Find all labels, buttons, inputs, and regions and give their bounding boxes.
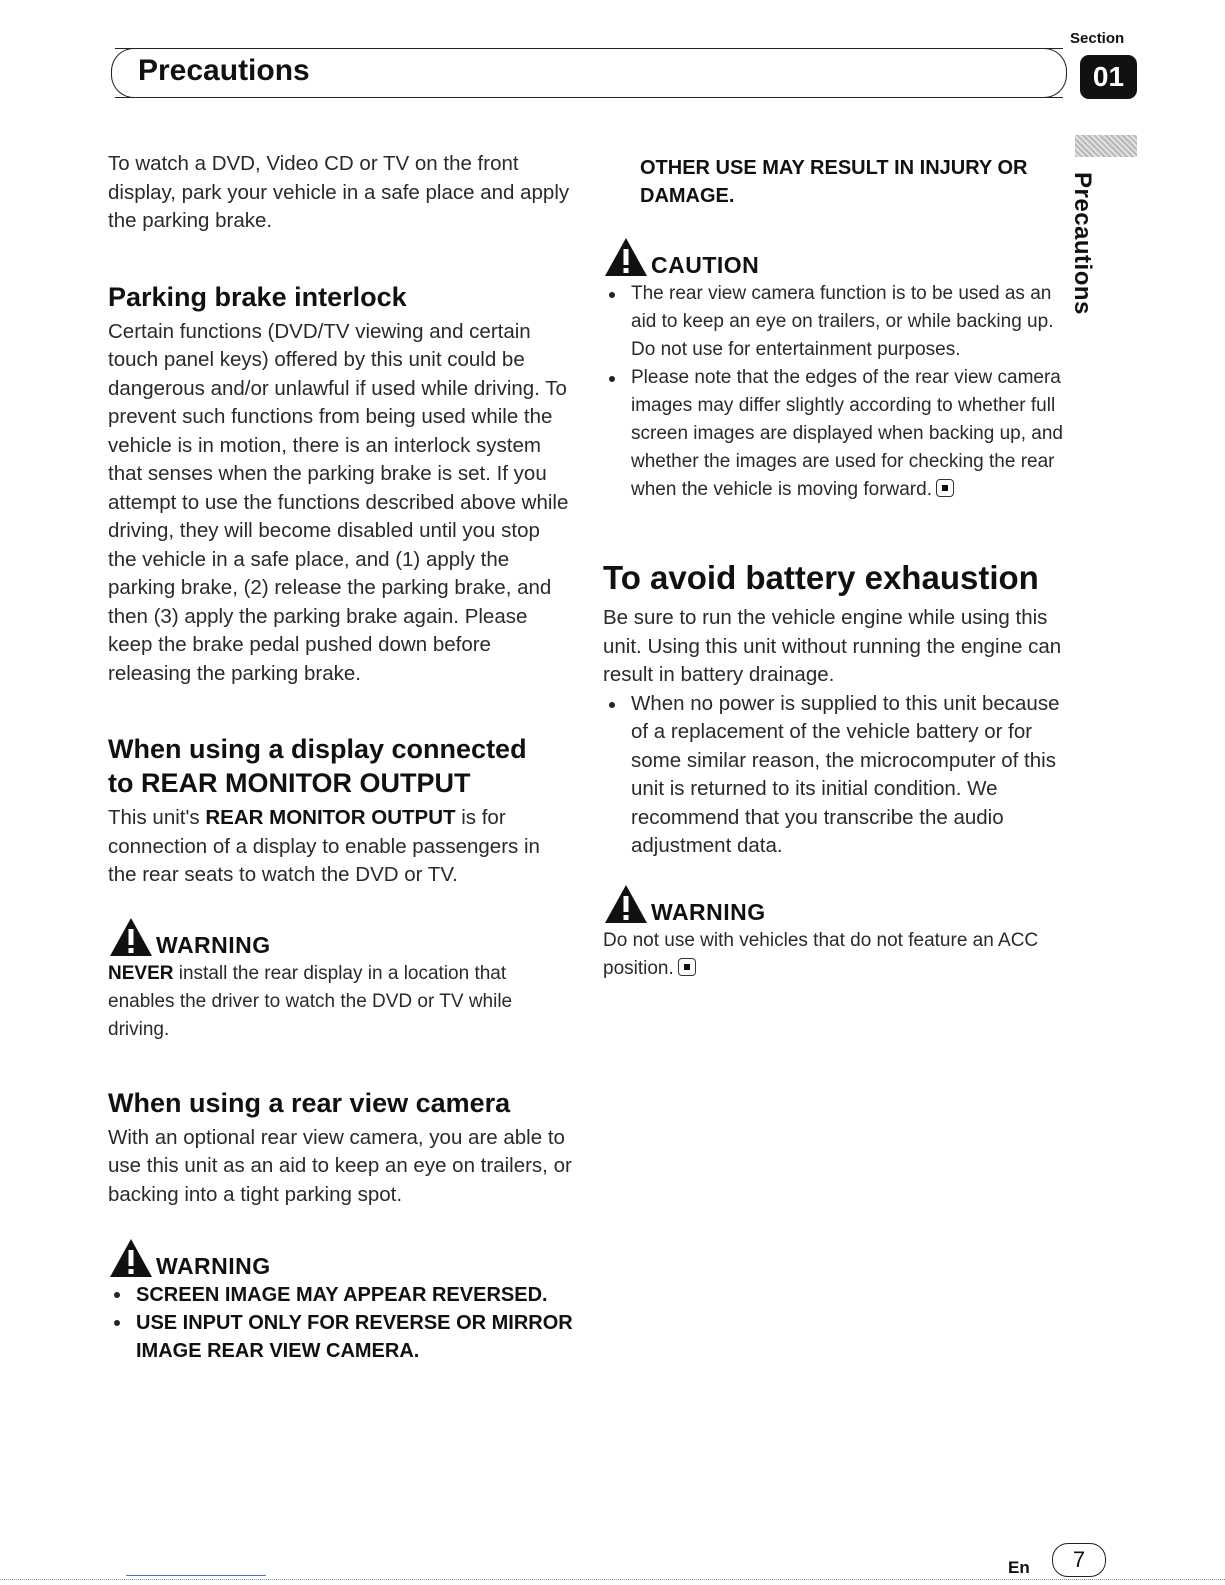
warning-icon [108, 916, 154, 958]
footer-rule [0, 1579, 1225, 1580]
list-item: USE INPUT ONLY FOR REVERSE OR MIRROR IMAGE REAR VIEW CAMERA. [108, 1309, 573, 1365]
never-bold: NEVER [108, 962, 174, 984]
section-number-badge: 01 [1080, 55, 1137, 99]
page-title: Precautions [138, 54, 310, 87]
rear-monitor-warning-text [108, 960, 573, 1044]
parking-brake-body: Certain functions (DVD/TV viewing and certain touch panel keys) offered by this unit could be dangerous and/or unlawful if used while driving. To prevent such functions from being used while the vehicle is in motion, there is an interlock system that senses when the parking brake is set. If you attempt to use the functions described above while driving, they will become disabled until you stop the vehicle in a safe place, and (1) apply the parking brake, (2) release the parking brake, and then (3) apply the parking brake again. Please keep the brake pedal pushed down before releasing the parking brake. [108, 319, 569, 685]
caution-icon [603, 236, 649, 278]
footer-language: En [1008, 1558, 1030, 1577]
battery-warning-body: Do not use with vehicles that do not feature an ACC position. [603, 929, 1039, 979]
header-cap-right [1044, 48, 1067, 98]
side-tab-label: Precautions [1069, 172, 1096, 315]
rear-camera-heading: When using a rear view camera [108, 1087, 511, 1118]
rear-camera-warning-header [108, 1237, 573, 1279]
right-column [603, 150, 1063, 983]
intro-paragraph: To watch a DVD, Video CD or TV on the front display, park your vehicle in a safe place and apply the parking brake. [108, 152, 570, 232]
list-item: The rear view camera function is to be used as an aid to keep an eye on trailers, or while backing up. Do not use for entertainment purposes. [603, 280, 1063, 364]
continued-warning: OTHER USE MAY RESULT IN INJURY OR DAMAGE. [640, 157, 1028, 207]
list-item [603, 364, 1063, 504]
parking-brake-heading: Parking brake interlock [108, 281, 407, 312]
battery-heading: To avoid battery exhaustion [603, 559, 1039, 596]
rear-monitor-body-bold: REAR MONITOR OUTPUT [205, 806, 456, 829]
warning-label: WARNING [156, 931, 271, 958]
page-number: 7 [1052, 1543, 1106, 1577]
rear-monitor-heading-line1: When using a display connected [108, 734, 527, 764]
battery-list [603, 690, 1063, 861]
rear-monitor-heading [108, 732, 573, 800]
rear-monitor-warning-header [108, 916, 573, 958]
caution-list [603, 280, 1063, 504]
footer-link-line [126, 1575, 266, 1576]
battery-warning-header [603, 883, 1063, 925]
caution-label: CAUTION [651, 252, 760, 278]
caution-header [603, 236, 1063, 278]
warning-icon [603, 883, 649, 925]
end-of-section-icon [678, 958, 696, 976]
rear-monitor-body [108, 804, 573, 890]
rear-monitor-warning-body: install the rear display in a location that enables the driver to watch the DVD or TV while driving. [108, 962, 513, 1040]
caution-item-text: Please note that the edges of the rear view camera images may differ slightly according to whether full screen images are displayed when backing up, and whether the images are used for checking the rear when the vehicle is moving forward. [631, 367, 1063, 500]
warning-icon [108, 1237, 154, 1279]
rear-camera-warning-list [108, 1281, 573, 1365]
section-label: Section [1070, 30, 1125, 47]
left-column [108, 150, 573, 1365]
rear-monitor-heading-line2: to REAR MONITOR OUTPUT [108, 768, 471, 798]
end-of-section-icon [936, 479, 954, 497]
list-item: When no power is supplied to this unit because of a replacement of the vehicle battery or for some similar reason, the microcomputer of this unit is returned to its initial condition. We recommend that you transcribe the audio adjustment data. [603, 690, 1063, 861]
rear-monitor-body-prefix: This unit's [108, 806, 206, 829]
warning-label: WARNING [651, 898, 766, 925]
rear-monitor-body-suffix: is for connection of a display to enable passengers in the rear seats to watch the DVD or TV. [108, 806, 540, 886]
warning-label: WARNING [156, 1253, 271, 1279]
battery-warning-text [603, 927, 1063, 983]
rear-camera-body: With an optional rear view camera, you are able to use this unit as an aid to keep an eye on trailers, or backing into a tight parking spot. [108, 1125, 572, 1206]
battery-body: Be sure to run the vehicle engine while using this unit. Using this unit without running the engine can result in battery drainage. [603, 606, 1062, 686]
list-item: SCREEN IMAGE MAY APPEAR REVERSED. [108, 1281, 573, 1309]
side-tab-pattern [1075, 135, 1137, 157]
